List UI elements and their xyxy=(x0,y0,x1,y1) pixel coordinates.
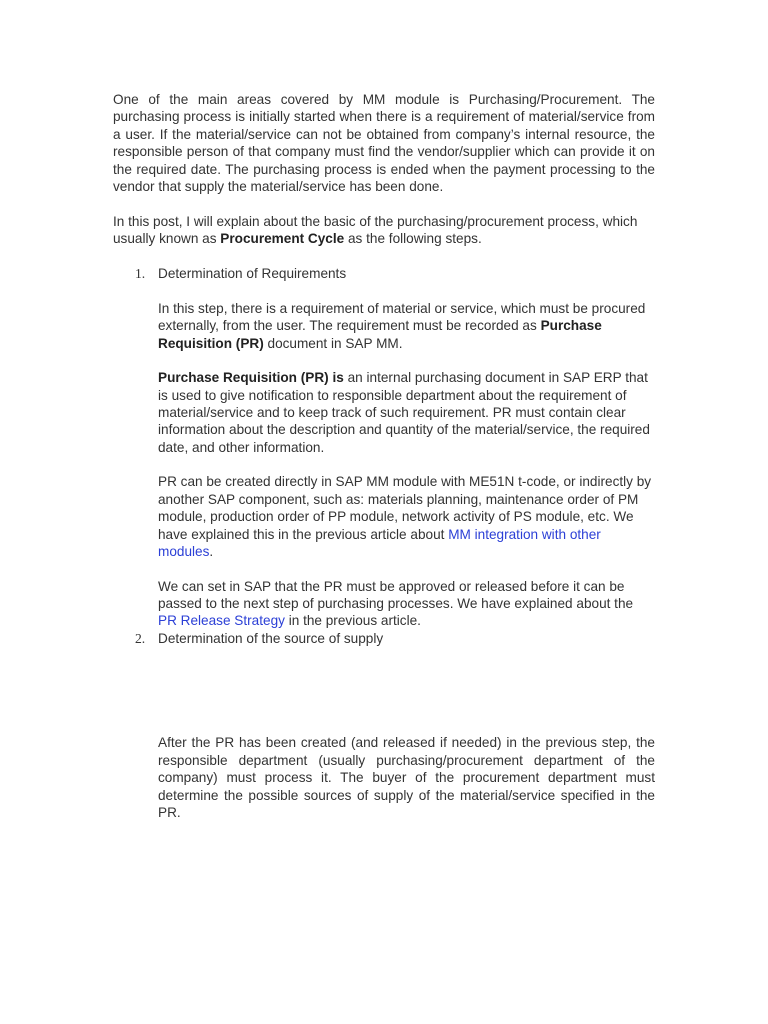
step-1-paragraph-2 xyxy=(158,369,655,456)
step-1-p1-text: In this step, there is a requirement of material or service, which must be procured externally, from the user. The requirement must be recorded as xyxy=(158,300,646,334)
steps-list xyxy=(113,265,655,821)
step-title: Determination of the source of supply xyxy=(158,630,384,646)
pr-release-strategy-link[interactable]: PR Release Strategy xyxy=(158,613,285,629)
list-item xyxy=(113,630,655,821)
intro-paragraph-2 xyxy=(113,213,655,248)
step-1-p3-text: PR can be created directly in SAP MM module with ME51N t-code, or indirectly by another SAP component, such as: materials planning, maintenance order of PM module, production order of PP module, network activity of PS module, etc. We have explained this in the previous article about xyxy=(158,474,652,542)
step-1-paragraph-1 xyxy=(158,300,655,352)
mm-integration-link[interactable]: MM integration with other modules xyxy=(158,526,601,560)
step-number: 1. xyxy=(135,266,146,282)
list-item xyxy=(113,265,655,630)
intro-p2-text: In this post, I will explain about the basic of the purchasing/procurement process, which usually known as xyxy=(113,213,638,247)
step-1-p1-after: document in SAP MM. xyxy=(263,335,403,351)
step-number: 2. xyxy=(135,630,146,646)
step-1-p4-text: We can set in SAP that the PR must be approved or released before it can be passed to the next step of purchasing processes. We have explained about the xyxy=(158,578,634,612)
intro-paragraph-1: One of the main areas covered by MM module is Purchasing/Procurement. The purchasing process is initially started when there is a requirement of material/service from a user. If the material/service can not be obtained from company’s internal resource, the responsible person of that company must find the vendor/supplier which can provide it on the required date. The purchasing process is ended when the payment processing to the vendor that supply the material/service has been done. xyxy=(113,92,655,195)
intro-p2-after: as the following steps. xyxy=(344,231,482,247)
step-1-p3-after: . xyxy=(209,544,214,560)
step-1-p2-text: an internal purchasing document in SAP ERP that is used to give notification to responsible department about the requirement of material/service and to keep track of such requirement. PR must contain clear information about the description and quantity of the material/service, the required date, and other information. xyxy=(158,370,650,455)
step-1-paragraph-4 xyxy=(158,578,655,630)
procurement-cycle-term: Procurement Cycle xyxy=(220,231,345,247)
pr-term: Purchase Requisition (PR) xyxy=(158,318,602,351)
step-1-paragraph-3 xyxy=(158,473,655,560)
document-body xyxy=(113,91,655,821)
step-1-p4-after: in the previous article. xyxy=(284,613,421,629)
pr-definition-term: Purchase Requisition (PR) is xyxy=(158,370,344,386)
step-title: Determination of Requirements xyxy=(158,266,347,282)
step-2-paragraph-1: After the PR has been created (and released if needed) in the previous step, the responsible department (usually purchasing/procurement department of the company) must process it. The buyer of the procurement department must determine the possible sources of supply of the material/service specified in the PR. xyxy=(158,735,655,820)
